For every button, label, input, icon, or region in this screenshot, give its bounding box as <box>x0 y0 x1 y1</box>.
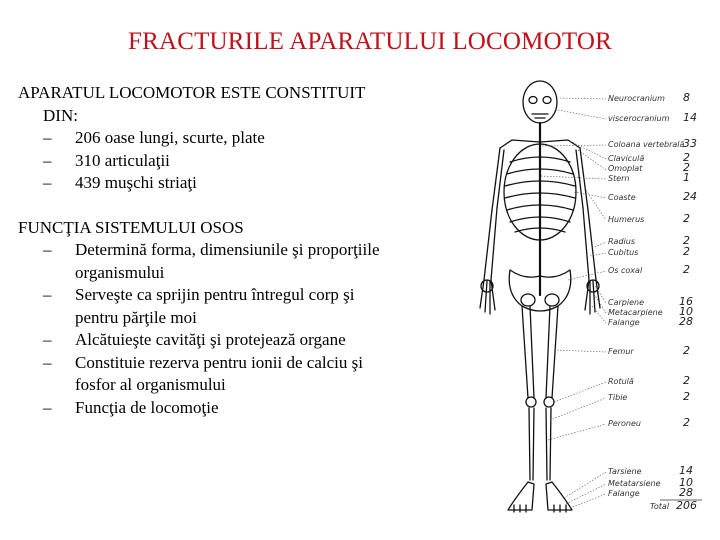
bone-count: 2 <box>683 212 690 225</box>
list-item: – Alcătuieşte cavităţi şi protejează organe <box>43 330 346 349</box>
bone-count: 16 <box>679 295 693 308</box>
bone-count: 10 <box>679 476 693 489</box>
section1-heading: APARATUL LOCOMOTOR ESTE CONSTITUIT DIN: <box>18 83 366 125</box>
bone-label: Metatarsiene <box>608 479 661 488</box>
bone-label: Carpiene <box>608 298 644 307</box>
list-item: – Constituie rezerva pentru ionii de calciu şi fosfor al organismului <box>43 352 363 394</box>
bone-count: 8 <box>683 91 690 104</box>
bone-label: Humerus <box>608 215 645 224</box>
bone-count: 24 <box>683 190 697 203</box>
bone-label: Coaste <box>608 193 636 202</box>
bone-count: 2 <box>683 161 690 174</box>
bone-count: 28 <box>679 315 693 328</box>
bone-label: Peroneu <box>608 419 641 428</box>
bone-label: Femur <box>608 347 634 356</box>
bone-label: Os coxal <box>608 266 643 275</box>
bone-label: viscerocranium <box>608 114 670 123</box>
bone-label: Claviculă <box>608 154 645 163</box>
bone-label: Tibie <box>608 393 628 402</box>
bone-count: 1 <box>683 171 690 184</box>
bone-count: 33 <box>683 137 697 150</box>
content-text <box>18 82 458 419</box>
section1-list <box>18 127 458 195</box>
page-title: FRACTURILE APARATULUI LOCOMOTOR <box>127 28 613 55</box>
bone-count: 28 <box>679 486 693 499</box>
bone-count: 14 <box>683 111 697 124</box>
list-item: – Determină forma, dimensiunile şi proporţiile organismului <box>43 240 380 282</box>
bone-count: 2 <box>683 344 690 357</box>
bone-label: Radius <box>608 237 635 246</box>
bone-count: 14 <box>679 464 693 477</box>
bone-count: 2 <box>683 245 690 258</box>
bone-count: 2 <box>683 263 690 276</box>
bone-count: 206 <box>676 499 697 512</box>
list-item: – 206 oase lungi, scurte, plate <box>43 128 265 147</box>
section2-list <box>18 239 458 419</box>
bone-label: Metacarpiene <box>608 308 663 317</box>
bone-label: Omoplat <box>608 164 643 173</box>
list-item: – Funcţia de locomoţie <box>43 397 219 417</box>
bone-count: 2 <box>683 234 690 247</box>
bone-label: Tarsiene <box>608 467 642 476</box>
bone-count: 2 <box>683 151 690 164</box>
list-item: – 310 articulaţii <box>43 150 170 170</box>
bone-labels <box>608 91 702 512</box>
skeleton-figure <box>470 80 705 520</box>
bone-count: 2 <box>683 390 690 403</box>
list-item: – Serveşte ca sprijin pentru întregul corp şi pentru părţile moi <box>43 285 355 327</box>
bone-label: Stern <box>608 174 630 183</box>
bone-label: Rotulă <box>608 377 634 386</box>
bone-count: 2 <box>683 416 690 429</box>
bone-count: 10 <box>679 305 693 318</box>
list-item: – 439 muşchi striaţi <box>43 173 197 192</box>
bone-label: Cubitus <box>608 248 639 257</box>
bone-label: Coloana vertebrală <box>608 140 685 149</box>
bone-label: Falange <box>608 489 640 498</box>
bone-label: Total <box>650 502 670 511</box>
bone-label: Falange <box>608 318 640 327</box>
bone-count: 2 <box>683 374 690 387</box>
section2-heading: FUNCŢIA SISTEMULUI OSOS <box>18 217 244 237</box>
bone-label: Neurocranium <box>608 94 665 103</box>
